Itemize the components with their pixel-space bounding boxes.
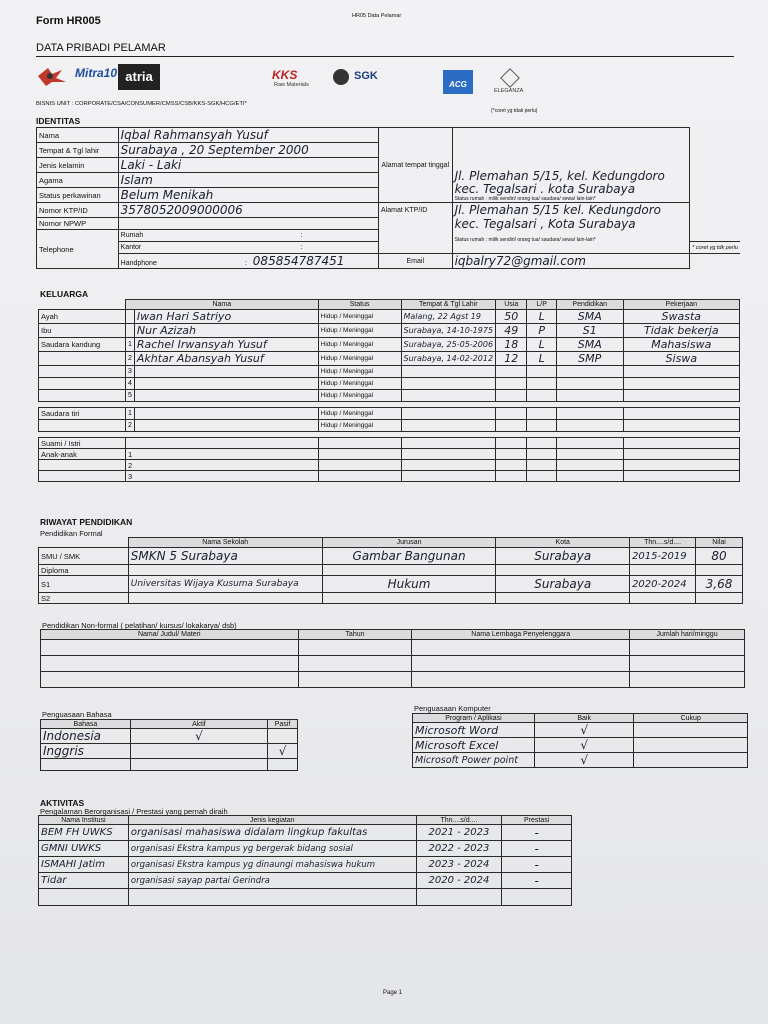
alamat-ktp-cell [452, 203, 690, 254]
status-rumah-1: Status rumah : milik sendiri/ orang tua/ saudara/ sewa/ lain-lain* [454, 196, 596, 202]
kks-logo: KKS [272, 68, 298, 82]
kel-usia: 18 [496, 338, 527, 352]
label-agama: Agama [37, 173, 119, 188]
kel-no: 1 [125, 408, 134, 420]
sgk-logo: SGK [354, 70, 378, 82]
aktivitas-table [38, 815, 572, 906]
anak-no-3: 3 [125, 471, 318, 482]
label-ktp: Nomor KTP/ID [37, 203, 119, 218]
bahasa-name: Indonesia [41, 729, 131, 744]
label-email: Email [379, 254, 453, 269]
keluarga-row [39, 408, 740, 420]
kel-pendidikan [556, 408, 623, 420]
bahasa-name: Inggris [41, 744, 131, 759]
kel-pendidikan [556, 366, 623, 378]
kel-label [39, 420, 126, 432]
aktivitas-empty-row [39, 889, 572, 906]
kel-usia [496, 378, 527, 390]
komputer-table [412, 713, 748, 768]
kel-nama [134, 408, 318, 420]
formal-nilai: 80 [696, 548, 743, 565]
aktivitas-prestasi: - [502, 873, 572, 889]
label-alamat-ktp: Alamat KTP/ID [379, 203, 453, 254]
label-anak: Anak-anak [39, 449, 126, 460]
formal-kota [496, 593, 630, 604]
kel-nama: Iwan Hari Satriyo [134, 310, 318, 324]
formal-jurusan [322, 565, 496, 576]
formal-jurusan [322, 593, 496, 604]
kel-status-text: Hidup / Meninggal [320, 410, 374, 417]
nonformal-header-jumlah: Jumlah hari/minggu [630, 630, 745, 640]
value-jenis-kelamin: Laki - Laki [118, 158, 378, 173]
value-status-perkawinan: Belum Menikah [118, 188, 378, 203]
alamat-ktp-line-2: kec. Tegalsari , Kota Surabaya [454, 217, 636, 231]
kel-nama [134, 390, 318, 402]
bahasa-header-pasif: Pasif [268, 720, 298, 729]
kel-pendidikan: SMA [556, 338, 623, 352]
formal-thn [630, 593, 696, 604]
formal-kota: Surabaya [496, 576, 630, 593]
kel-no [125, 324, 134, 338]
aktivitas-institusi: BEM FH UWKS [39, 825, 129, 841]
kel-usia [496, 420, 527, 432]
formal-sekolah [128, 593, 322, 604]
keluarga-table [38, 299, 740, 482]
keluarga-row [39, 420, 740, 432]
aktivitas-kegiatan: organisasi sayap partai Gerindra [128, 873, 416, 889]
nonformal-row [41, 672, 745, 688]
formal-level: Diploma [39, 565, 129, 576]
aktivitas-header-prestasi: Prestasi [502, 816, 572, 825]
status-rumah-2: Status rumah : milik sendiri/ orang tua/ saudara/ sewa/ lain-lain* [454, 237, 596, 243]
formal-sekolah [128, 565, 322, 576]
kel-usia: 12 [496, 352, 527, 366]
kel-status-text: Hidup / Meninggal [320, 380, 374, 387]
formal-sekolah: Universitas Wijaya Kusuma Surabaya [128, 576, 322, 593]
kel-no: 2 [125, 352, 134, 366]
komputer-baik: √ [534, 738, 634, 753]
pendidikan-title: RIWAYAT PENDIDIKAN [40, 517, 133, 527]
kel-lp [527, 378, 556, 390]
identitas-table [36, 127, 740, 269]
bahasa-header-aktif: Aktif [130, 720, 267, 729]
value-nama: Iqbal Rahmansyah Yusuf [118, 128, 378, 143]
alamat-ktp-line-1: Jl. Plemahan 5/15 kel. Kedungdoro [454, 203, 661, 217]
header-center-title: HR05 Data Pelamar [352, 13, 402, 19]
phone-rumah-row: Rumah : [118, 230, 378, 242]
formal-jurusan: Gambar Bangunan [322, 548, 496, 565]
formal-header-sekolah: Nama Sekolah [128, 538, 322, 548]
alamat-cell [452, 128, 690, 203]
kel-pekerjaan [623, 408, 739, 420]
bahasa-row [41, 729, 298, 744]
formal-header-thn: Thn....s/d.... [630, 538, 696, 548]
aktivitas-thn: 2022 - 2023 [416, 841, 502, 857]
kel-ttl: Surabaya, 14-02-2012 [401, 352, 496, 366]
bahasa-row [41, 744, 298, 759]
nonformal-header-nama: Nama/ Judul/ Materi [41, 630, 299, 640]
kel-header-nama: Nama [125, 300, 318, 310]
page-number: Page 1 [383, 990, 403, 996]
kel-lp: P [527, 324, 556, 338]
business-unit: BISNIS UNIT : CORPORATE/CSA/CONSUMER/CMSS/CSB/KKS-SGK/HCG/ETI* [36, 101, 247, 107]
kel-pendidikan: SMP [556, 352, 623, 366]
komputer-title: Penguasaan Komputer [414, 704, 491, 713]
komputer-program: Microsoft Power point [413, 753, 535, 768]
aktivitas-row [39, 841, 572, 857]
kel-label [39, 390, 126, 402]
label-alamat: Alamat tempat tinggal [379, 128, 453, 203]
kel-label: Saudara kandung [39, 338, 126, 352]
nonformal-table [40, 629, 745, 688]
formal-sekolah: SMKN 5 Surabaya [128, 548, 322, 565]
kel-status [318, 408, 401, 420]
label-handphone: Handphone [120, 260, 157, 267]
phone-kantor-row: Kantor : [118, 242, 378, 254]
kel-pendidikan: S1 [556, 324, 623, 338]
komputer-row [413, 738, 748, 753]
formal-row [39, 593, 743, 604]
sgk-emblem-icon [333, 69, 349, 85]
aktivitas-kegiatan: organisasi Ekstra kampus yg dinaungi mahasiswa hukum [128, 857, 416, 873]
aktivitas-institusi: Tidar [39, 873, 129, 889]
kel-nama [134, 420, 318, 432]
kel-nama: Rachel Irwansyah Yusuf [134, 338, 318, 352]
formal-nilai [696, 565, 743, 576]
kel-status [318, 366, 401, 378]
aktivitas-thn: 2021 - 2023 [416, 825, 502, 841]
kel-pekerjaan [623, 420, 739, 432]
eleganza-logo: ELEGANZA [494, 88, 524, 94]
bahasa-title: Penguasaan Bahasa [42, 710, 112, 719]
kel-status [318, 338, 401, 352]
kks-subtitle: Raw Materials [274, 82, 309, 88]
aktivitas-header-institusi: Nama Institusi [39, 816, 129, 825]
aktivitas-subtitle: Pengalaman Berorganisasi / Prestasi yang pernah diraih [40, 807, 228, 816]
formal-nilai: 3,68 [696, 576, 743, 593]
kel-status-text: Hidup / Meninggal [320, 327, 374, 334]
formal-jurusan: Hukum [322, 576, 496, 593]
aktivitas-header-thn: Thn....s/d.... [416, 816, 502, 825]
kel-no: 3 [125, 366, 134, 378]
kel-pekerjaan: Tidak bekerja [623, 324, 739, 338]
komputer-program: Microsoft Word [413, 723, 535, 738]
label-npwp: Nomor NPWP [37, 218, 119, 230]
page-title: DATA PRIBADI PELAMAR [36, 42, 166, 54]
kel-status-text: Hidup / Meninggal [320, 392, 374, 399]
aktivitas-thn: 2020 - 2024 [416, 873, 502, 889]
komputer-header-cukup: Cukup [634, 714, 748, 723]
label-kantor: Kantor [120, 244, 142, 251]
nonformal-header-tahun: Tahun [298, 630, 412, 640]
anak-no-1: 1 [125, 449, 318, 460]
keluarga-row [39, 390, 740, 402]
bahasa-aktif [130, 744, 267, 759]
kel-ttl [401, 390, 496, 402]
kel-ttl [401, 420, 496, 432]
kel-lp [527, 408, 556, 420]
nonformal-header-lembaga: Nama Lembaga Penyelenggara [412, 630, 630, 640]
kel-usia [496, 408, 527, 420]
formal-row [39, 576, 743, 593]
kel-ttl: Surabaya, 25-05-2006 [401, 338, 496, 352]
bahasa-pasif [268, 729, 298, 744]
kel-lp [527, 390, 556, 402]
kel-pendidikan [556, 378, 623, 390]
kel-status [318, 420, 401, 432]
eleganza-emblem-icon [500, 68, 520, 88]
kel-pendidikan: SMA [556, 310, 623, 324]
keluarga-row [39, 378, 740, 390]
kel-usia [496, 390, 527, 402]
bahasa-table [40, 719, 298, 771]
keluarga-row [39, 366, 740, 378]
value-npwp [118, 218, 378, 230]
csa-logo [34, 64, 70, 88]
kel-status [318, 310, 401, 324]
kel-pendidikan [556, 420, 623, 432]
kel-status-text: Hidup / Meninggal [320, 355, 374, 362]
aktivitas-institusi: GMNI UWKS [39, 841, 129, 857]
komputer-baik: √ [534, 753, 634, 768]
anak-no-2: 2 [125, 460, 318, 471]
kel-header-status: Status [318, 300, 401, 310]
komputer-baik: √ [534, 723, 634, 738]
kel-status-text: Hidup / Meninggal [320, 341, 374, 348]
kel-nama [134, 366, 318, 378]
kel-status-text: Hidup / Meninggal [320, 368, 374, 375]
komputer-header-baik: Baik [534, 714, 634, 723]
identitas-title: IDENTITAS [36, 116, 81, 126]
kel-pendidikan [556, 390, 623, 402]
kel-pekerjaan [623, 390, 739, 402]
kel-ttl: Surabaya, 14-10-1975 [401, 324, 496, 338]
kel-pekerjaan [623, 366, 739, 378]
label-jenis-kelamin: Jenis kelamin [37, 158, 119, 173]
label-ttl: Tempat & Tgl lahir [37, 143, 119, 158]
formal-kota [496, 565, 630, 576]
kel-usia: 49 [496, 324, 527, 338]
bahasa-pasif: √ [268, 744, 298, 759]
alamat-line-1: Jl. Plemahan 5/15, kel. Kedungdoro [454, 169, 665, 183]
title-rule [36, 56, 734, 57]
aktivitas-institusi: ISMAHI Jatim [39, 857, 129, 873]
kel-lp: L [527, 352, 556, 366]
formal-header-kota: Kota [496, 538, 630, 548]
komputer-cukup [634, 723, 748, 738]
aktivitas-prestasi: - [502, 857, 572, 873]
kel-no: 1 [125, 338, 134, 352]
aktivitas-header-kegiatan: Jenis kegiatan [128, 816, 416, 825]
kel-nama: Akhtar Abansyah Yusuf [134, 352, 318, 366]
kel-status [318, 324, 401, 338]
bahasa-aktif: √ [130, 729, 267, 744]
aktivitas-row [39, 873, 572, 889]
formal-thn [630, 565, 696, 576]
keluarga-title: KELUARGA [40, 289, 89, 299]
aktivitas-row [39, 857, 572, 873]
label-rumah: Rumah [120, 232, 144, 239]
keluarga-row [39, 324, 740, 338]
label-suami-istri: Suami / Istri [39, 438, 126, 449]
kel-ttl [401, 408, 496, 420]
kel-ttl [401, 366, 496, 378]
kel-label: Ayah [39, 310, 126, 324]
aktivitas-prestasi: - [502, 841, 572, 857]
formal-nilai [696, 593, 743, 604]
formal-kota: Surabaya [496, 548, 630, 565]
kel-header-ttl: Tempat & Tgl Lahir [401, 300, 496, 310]
kel-lp: L [527, 310, 556, 324]
kel-pekerjaan: Siswa [623, 352, 739, 366]
komputer-cukup [634, 753, 748, 768]
kel-header-pekerjaan: Pekerjaan [623, 300, 739, 310]
kel-status [318, 378, 401, 390]
formal-header-jurusan: Jurusan [322, 538, 496, 548]
value-ttl: Surabaya , 20 September 2000 [118, 143, 378, 158]
nonformal-row [41, 656, 745, 672]
keluarga-row [39, 352, 740, 366]
kel-status [318, 390, 401, 402]
kel-lp [527, 366, 556, 378]
alamat-line-2: kec. Tegalsari . kota Surabaya [454, 182, 636, 196]
komputer-row [413, 723, 748, 738]
kel-status-text: Hidup / Meninggal [320, 422, 374, 429]
nonformal-title: Pendidikan Non-formal ( pelatihan/ kursus/ lokakarya/ dsb) [42, 621, 237, 630]
formal-level: S1 [39, 576, 129, 593]
formal-title: Pendidikan Formal [40, 529, 103, 538]
formal-table [38, 537, 743, 604]
komputer-header-program: Program / Aplikasi [413, 714, 535, 723]
value-agama: Islam [118, 173, 378, 188]
kel-usia: 50 [496, 310, 527, 324]
kel-pekerjaan: Mahasiswa [623, 338, 739, 352]
label-telephone: Telephone [37, 230, 119, 269]
formal-header-nilai: Nilai [696, 538, 743, 548]
kel-no [125, 310, 134, 324]
kel-status [318, 352, 401, 366]
label-nama: Nama [37, 128, 119, 143]
komputer-program: Microsoft Excel [413, 738, 535, 753]
formal-thn: 2020-2024 [630, 576, 696, 593]
acg-logo: ACG [443, 70, 473, 94]
kel-label [39, 366, 126, 378]
kel-nama: Nur Azizah [134, 324, 318, 338]
mitra10-logo: Mitra10 [75, 66, 118, 80]
kel-lp [527, 420, 556, 432]
kel-pekerjaan [623, 378, 739, 390]
kel-no: 4 [125, 378, 134, 390]
aktivitas-row [39, 825, 572, 841]
coret-note: (*coret yg tdak perlu) [491, 108, 538, 114]
kel-header-usia: Usia [496, 300, 527, 310]
formal-row [39, 565, 743, 576]
bahasa-header-bahasa: Bahasa [41, 720, 131, 729]
kel-no: 5 [125, 390, 134, 402]
value-handphone: 085854787451 [252, 254, 345, 268]
form-number: Form HR005 [36, 15, 101, 27]
formal-row [39, 548, 743, 565]
kel-header-pendidikan: Pendidikan [556, 300, 623, 310]
kel-status-text: Hidup / Meninggal [320, 313, 374, 320]
aktivitas-title: AKTIVITAS [40, 798, 85, 808]
kel-nama [134, 378, 318, 390]
kel-label: Saudara tiri [39, 408, 126, 420]
value-email: iqbalry72@gmail.com [452, 254, 690, 269]
aktivitas-kegiatan: organisasi mahasiswa didalam lingkup fakultas [128, 825, 416, 841]
atria-logo: atria [118, 64, 160, 90]
komputer-cukup [634, 738, 748, 753]
kel-label [39, 352, 126, 366]
coret-note-2: * coret yg tdk perlu [690, 242, 740, 254]
formal-level: S2 [39, 593, 129, 604]
aktivitas-kegiatan: organisasi Ekstra kampus yg bergerak bidang sosial [128, 841, 416, 857]
kel-label [39, 378, 126, 390]
komputer-row [413, 753, 748, 768]
formal-thn: 2015-2019 [630, 548, 696, 565]
aktivitas-thn: 2023 - 2024 [416, 857, 502, 873]
aktivitas-prestasi: - [502, 825, 572, 841]
keluarga-row [39, 338, 740, 352]
kel-lp: L [527, 338, 556, 352]
value-ktp: 3578052009000006 [118, 203, 378, 218]
kel-no: 2 [125, 420, 134, 432]
keluarga-row [39, 310, 740, 324]
nonformal-row [41, 640, 745, 656]
kel-label: Ibu [39, 324, 126, 338]
formal-level: SMU / SMK [39, 548, 129, 565]
label-status-perkawinan: Status perkawinan [37, 188, 119, 203]
kel-header-lp: L/P [527, 300, 556, 310]
phone-handphone-row: Handphone : 085854787451 [118, 254, 378, 269]
kel-ttl: Malang, 22 Agst 19 [401, 310, 496, 324]
kel-pekerjaan: Swasta [623, 310, 739, 324]
kel-ttl [401, 378, 496, 390]
kel-usia [496, 366, 527, 378]
